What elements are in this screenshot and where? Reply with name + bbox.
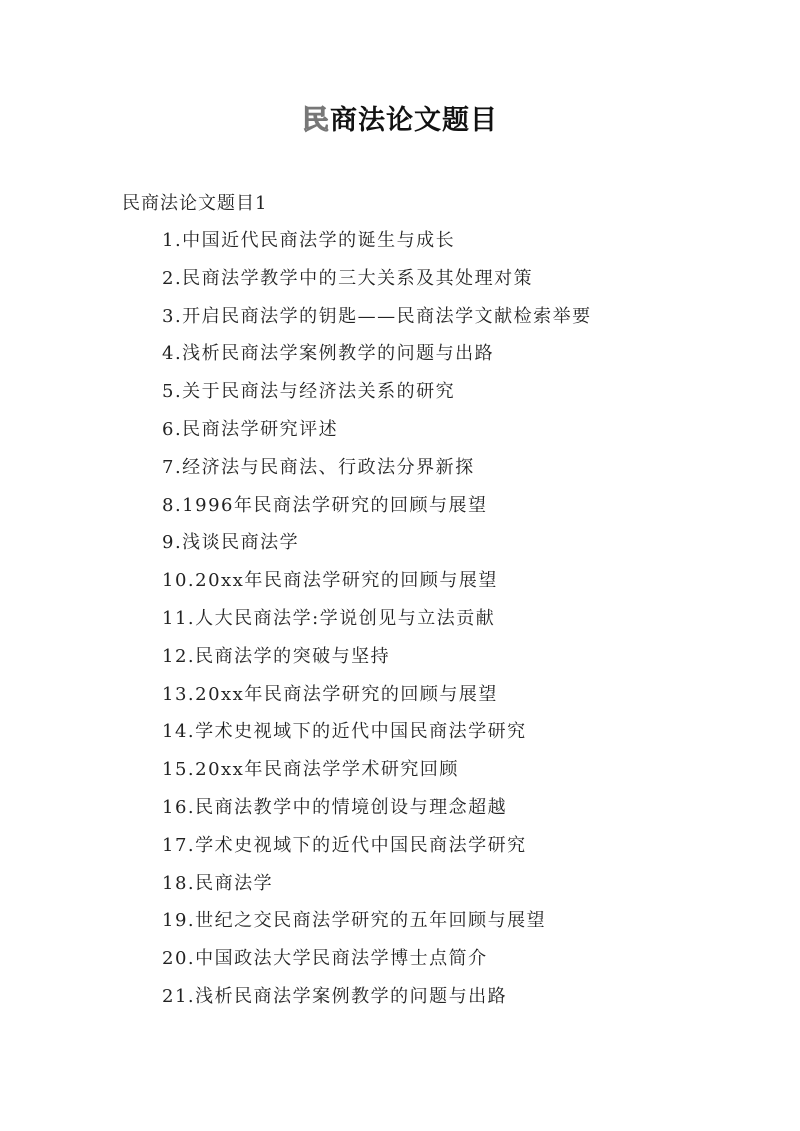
list-item: 16.民商法教学中的情境创设与理念超越 [162,796,508,818]
title-first-char: 民 [302,105,330,136]
list-item: 19.世纪之交民商法学研究的五年回顾与展望 [162,910,547,932]
list-item: 4.浅析民商法学案例教学的问题与出路 [162,343,495,365]
list-item: 3.开启民商法学的钥匙——民商法学文献检索举要 [162,305,592,327]
list-item: 14.学术史视域下的近代中国民商法学研究 [162,721,527,743]
list-item: 10.20xx年民商法学研究的回顾与展望 [162,570,498,592]
topic-list [162,226,592,1020]
title-rest: 商法论文题目 [330,105,498,136]
list-item: 20.中国政法大学民商法学博士点简介 [162,948,488,970]
document-title [0,98,800,137]
list-item: 1.中国近代民商法学的诞生与成长 [162,230,456,251]
list-item: 9.浅谈民商法学 [162,532,300,554]
list-item: 5.关于民商法与经济法关系的研究 [162,381,456,403]
list-item: 13.20xx年民商法学研究的回顾与展望 [162,683,498,705]
list-item: 7.经济法与民商法、行政法分界新探 [162,456,475,478]
list-item: 11.人大民商法学:学说创见与立法贡献 [162,607,496,629]
section-heading: 民商法论文题目1 [122,193,268,214]
list-item: 8.1996年民商法学研究的回顾与展望 [162,494,488,516]
list-item: 6.民商法学研究评述 [162,418,339,440]
list-item: 17.学术史视域下的近代中国民商法学研究 [162,834,527,856]
list-item: 21.浅析民商法学案例教学的问题与出路 [162,985,508,1007]
list-item: 18.民商法学 [162,872,274,894]
list-item: 2.民商法学教学中的三大关系及其处理对策 [162,267,534,289]
list-item: 15.20xx年民商法学学术研究回顾 [162,759,459,781]
list-item: 12.民商法学的突破与坚持 [162,645,391,667]
